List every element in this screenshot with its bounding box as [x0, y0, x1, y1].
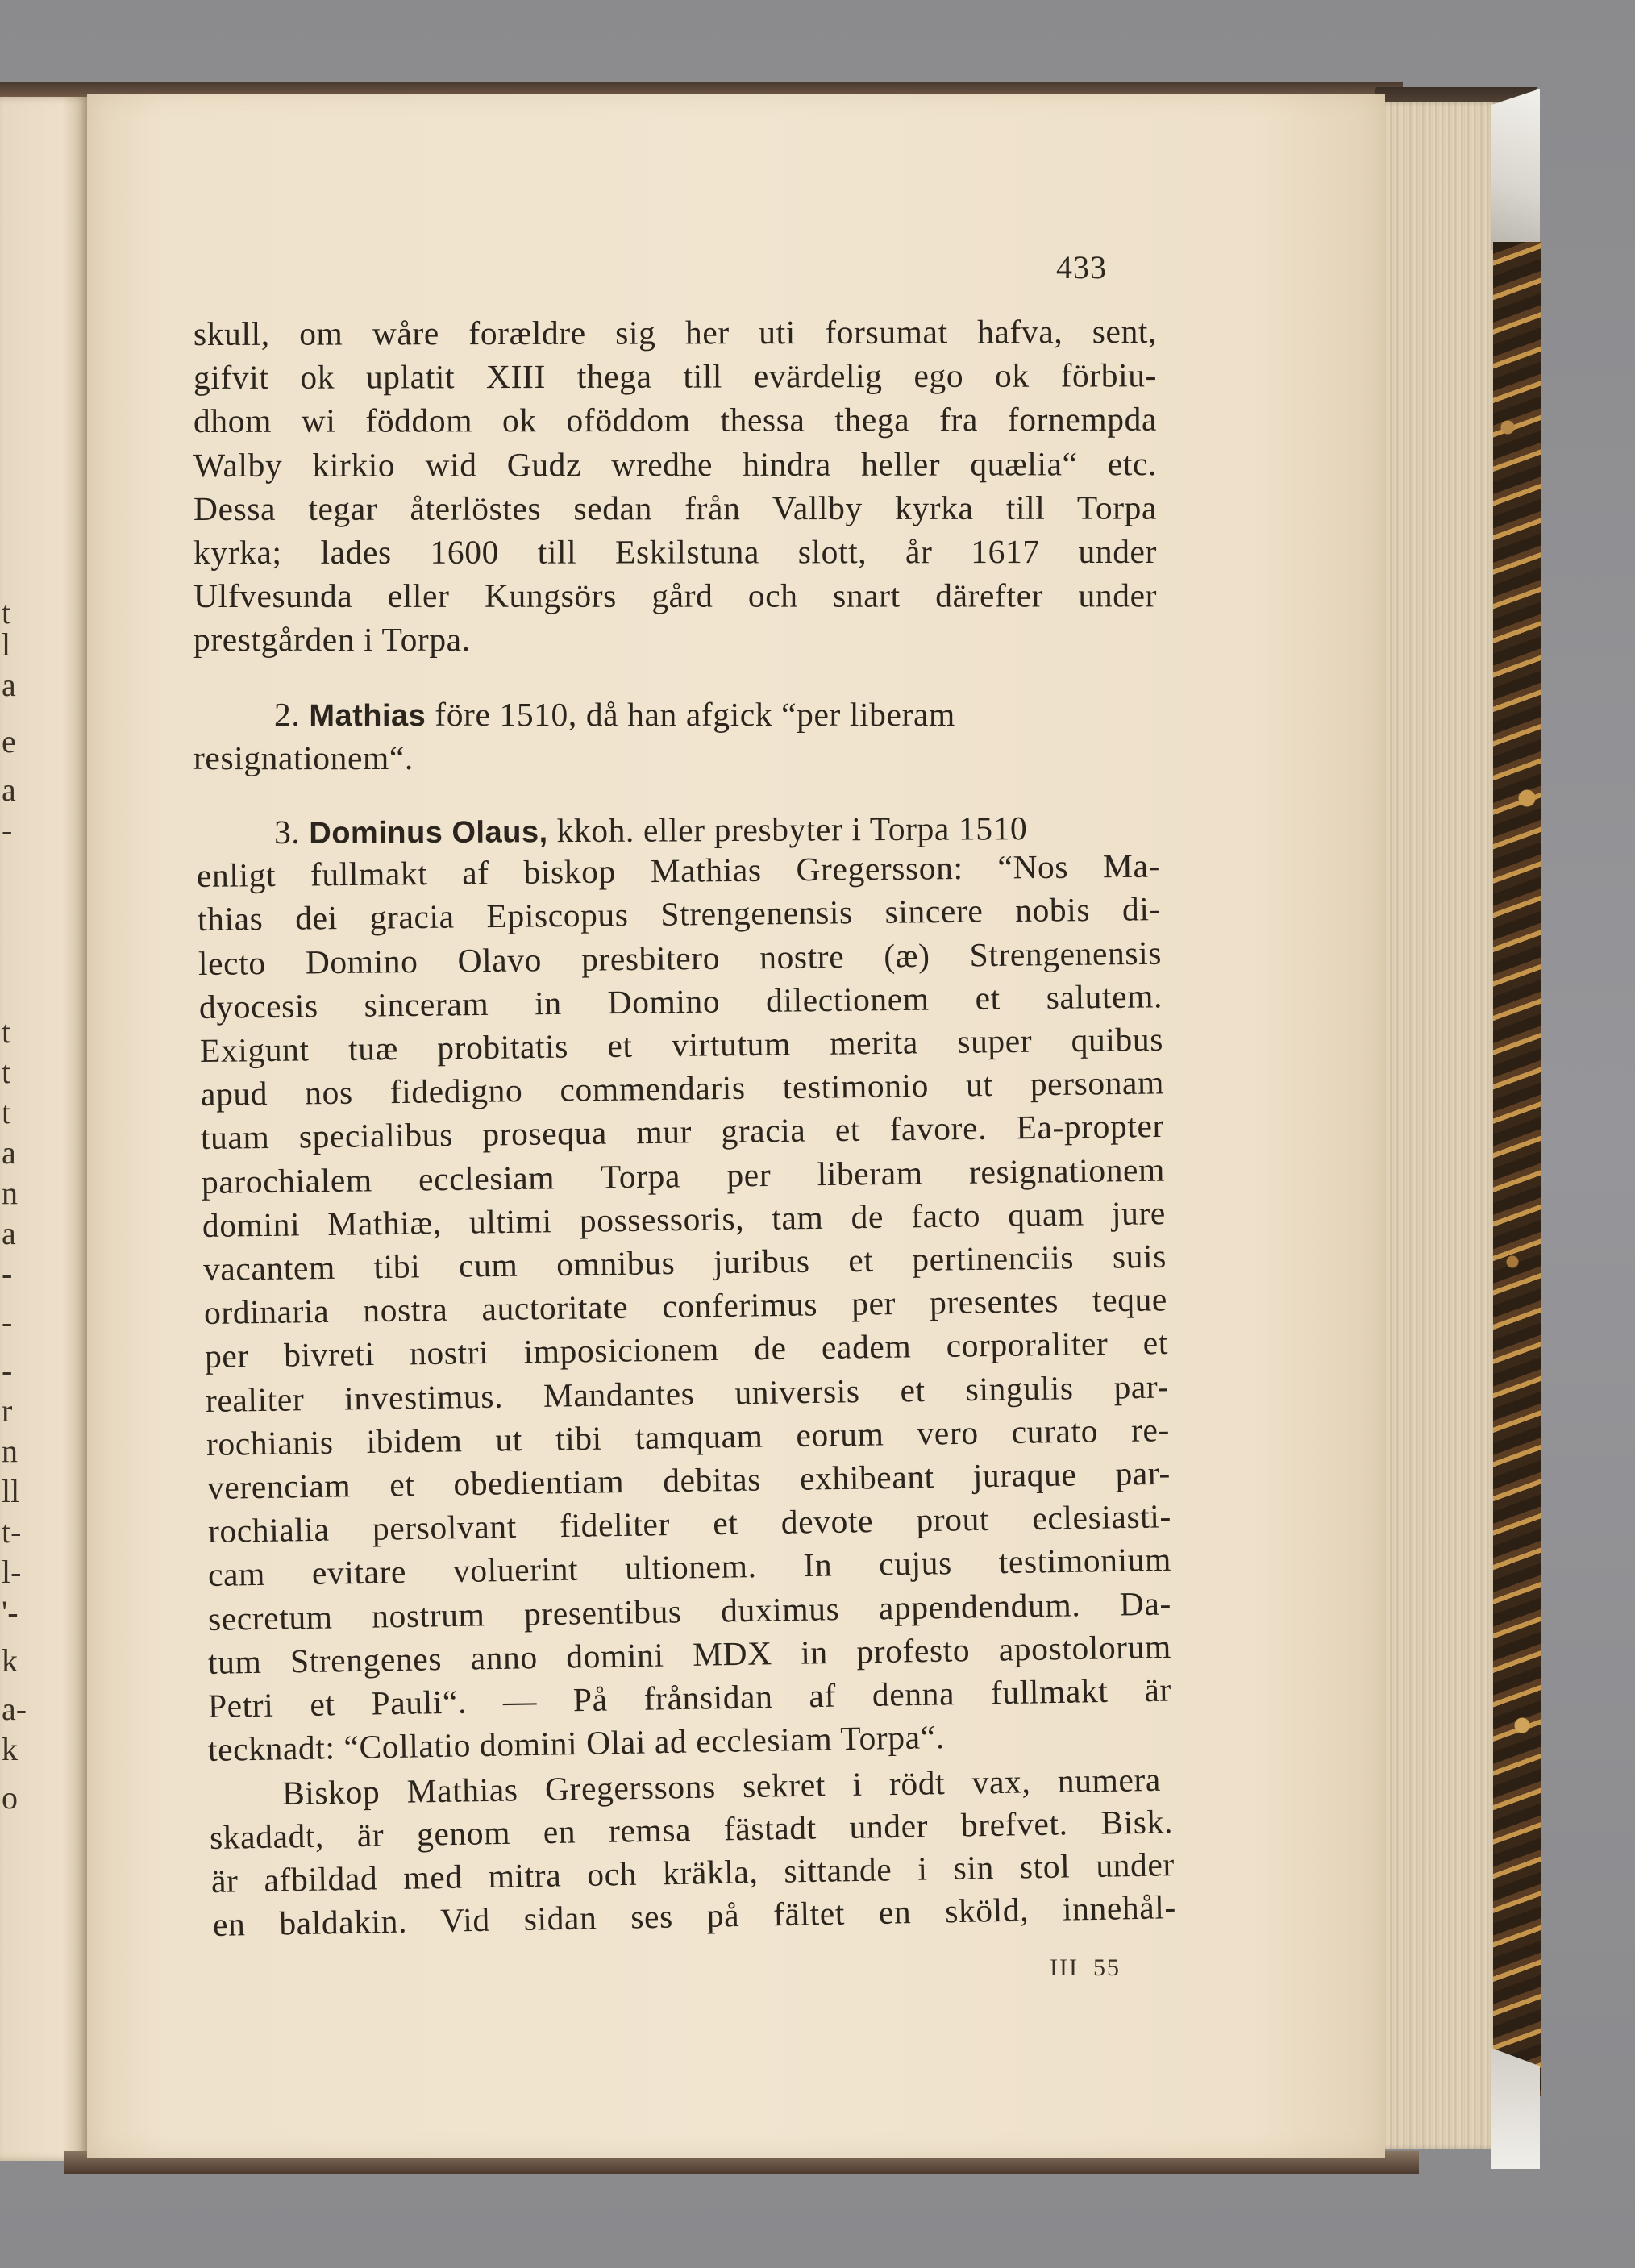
p3-line: rochialia persolvant fideliter et devote prout eclesiasti- [207, 1497, 1171, 1550]
previous-page-fragment: t [2, 1094, 11, 1130]
p3-line: rochianis ibidem ut tibi tamquam eorum vero curato re- [206, 1410, 1170, 1463]
marbled-cover [1493, 242, 1541, 2096]
previous-page-fragment: t- [2, 1513, 22, 1550]
p3-line: tuam specialibus prosequa mur gracia et favore. Ea-propter [201, 1107, 1165, 1157]
p1-line: skull, om wåre forældre sig her uti forsumat hafva, sent, [193, 312, 1158, 352]
previous-page-fragment: k [2, 1642, 18, 1679]
previous-page-fragment: n [2, 1175, 18, 1211]
previous-page-fragment: r [2, 1392, 13, 1429]
previous-page-fragment: a [2, 1215, 16, 1251]
p3-line: domini Mathiæ, ultimi possessoris, tam de facto quam jure [202, 1193, 1167, 1244]
p2-line [274, 695, 955, 734]
p3-line: verenciam et obedientiam debitas exhibeant juraque par- [206, 1454, 1171, 1506]
p1-line: Ulfvesunda eller Kungsörs gård och snart därefter under [193, 576, 1158, 615]
p3-line: secretum nostrum presentibus duximus appendendum. Da- [207, 1583, 1172, 1638]
p3-line: parochialem ecclesiam Torpa per liberam resignationem [201, 1151, 1166, 1201]
previous-page-fragment: '- [2, 1594, 19, 1630]
p3-line [274, 809, 1028, 851]
p4-line: en baldakin. Vid sidan ses på fältet en sköld, innehål- [212, 1888, 1177, 1943]
p1-line: kyrka; lades 1600 till Eskilstuna slott, år 1617 under [193, 532, 1158, 571]
previous-page-fragment: t [2, 1054, 11, 1090]
p3-line: thias dei gracia Episcopus Strengenensis sincere nobis di- [197, 890, 1162, 938]
previous-page-fragment: a [2, 1134, 16, 1171]
cover-corner-top [1491, 89, 1540, 250]
previous-page-fragment: - [2, 1352, 13, 1388]
page-number: 433 [1056, 249, 1107, 285]
previous-page-fragment: o [2, 1779, 18, 1816]
p1-line: prestgården i Torpa. [193, 621, 471, 659]
p3-line: enligt fullmakt af biskop Mathias Gregersson: “Nos Ma- [196, 847, 1161, 895]
p3-number: 3. [273, 813, 301, 851]
previous-page-fragment: n [2, 1433, 18, 1469]
p3-name: Dominus Olaus, [309, 815, 548, 851]
p1-line: Walby kirkio wid Gudz wredhe hindra heller quælia“ etc. [193, 444, 1158, 484]
p3-line: realiter investimus. Mandantes universis et singulis par- [205, 1367, 1170, 1419]
p3-line: ordinaria nostra auctoritate conferimus per presentes teque [203, 1280, 1168, 1332]
cover-corner-bottom [1491, 2048, 1540, 2169]
p3-line: per bivreti nostri imposicionem de eadem corporaliter et [204, 1324, 1169, 1375]
p3-line: vacantem tibi cum omnibus juribus et pertinenciis suis [202, 1237, 1167, 1288]
p2-number: 2. [274, 695, 301, 733]
signature-roman: III [1050, 1954, 1079, 1981]
p2-name: Mathias [309, 698, 426, 733]
previous-page-edge [0, 97, 89, 2161]
p4-line: är afbildad med mitra och kräkla, sittande i sin stol under [210, 1845, 1175, 1900]
p3-rest: kkoh. eller presbyter i Torpa 1510 [556, 809, 1028, 850]
previous-page-fragment: t [2, 1013, 11, 1050]
previous-page-fragment: l [2, 626, 11, 663]
p1-line: dhom wi föddom ok oföddom thessa thega fra fornempda [193, 401, 1158, 440]
printer-signature [1050, 1954, 1121, 1982]
p3-line: Petri et Pauli“. — På frånsidan af denna fullmakt är [207, 1671, 1172, 1725]
p3-line: tum Strengenes anno domini MDX in profesto apostolorum [207, 1627, 1172, 1681]
p4-line: skadadt, är genom en remsa fästadt under brefvet. Bisk. [209, 1802, 1174, 1856]
p3-line: dyocesis sinceram in Domino dilectionem et salutem. [198, 977, 1163, 1026]
previous-page-fragment: e [2, 723, 16, 759]
signature-number: 55 [1092, 1954, 1121, 1981]
previous-page-fragment: - [2, 1304, 13, 1340]
previous-page-fragment: a- [2, 1691, 27, 1727]
p2-line: resignationem“. [193, 739, 414, 776]
previous-page-fragment: a [2, 667, 16, 703]
previous-page-fragment: a [2, 772, 16, 808]
page-edges [1380, 102, 1497, 2149]
previous-page-fragment: ll [2, 1473, 20, 1509]
previous-page-fragment: k [2, 1731, 18, 1767]
previous-page-fragment: t [2, 594, 11, 630]
previous-page-fragment: l- [2, 1554, 22, 1590]
p1-line: gifvit ok uplatit XIII thega till evärdelig ego ok förbiu- [193, 356, 1158, 397]
previous-page-fragment: - [2, 812, 13, 848]
p1-line: Dessa tegar återlöstes sedan från Vallby kyrka till Torpa [193, 489, 1158, 527]
p3-line: Exigunt tuæ probitatis et virtutum merita super quibus [199, 1020, 1163, 1069]
p2-rest: före 1510, då han afgick “per liberam [435, 695, 955, 733]
p3-line: lecto Domino Olavo presbitero nostre (æ) Strengenensis [198, 934, 1162, 982]
p3-line: cam evitare voluerint ultionem. In cujus testimonium [207, 1541, 1172, 1594]
p3-line: tecknadt: “Collatio domini Olai ad ecclesiam Torpa“. [207, 1718, 945, 1769]
p4-line: Biskop Mathias Gregerssons sekret i rödt vax, numera [281, 1761, 1162, 1812]
p3-line: apud nos fidedigno commendaris testimonio ut personam [200, 1063, 1164, 1113]
previous-page-fragment: - [2, 1255, 13, 1292]
